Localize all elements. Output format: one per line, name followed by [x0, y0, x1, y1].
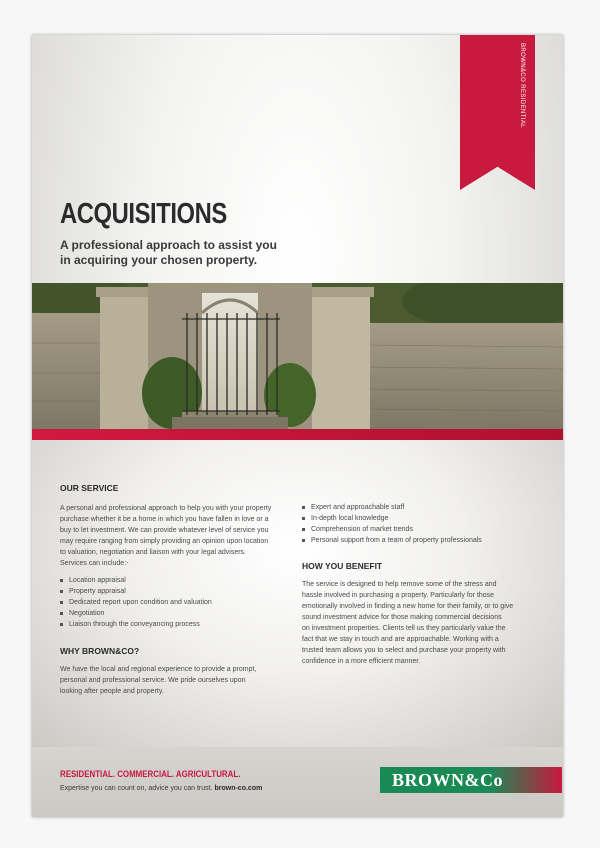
subtitle-line-2: in acquiring your chosen property. — [60, 253, 258, 267]
text-line: purchase whether it be a home in which you have fallen in love or a — [60, 516, 269, 523]
benefit-points-list — [302, 502, 542, 546]
text-line: looking after people and property. — [60, 688, 164, 695]
subtitle-line-1: A professional approach to assist you — [60, 238, 277, 252]
text-line: We have the local and regional experience to provide a prompt, — [60, 666, 257, 673]
our-service-paragraph — [60, 503, 310, 569]
list-item: Location appraisal — [60, 575, 310, 586]
list-item: Dedicated report upon condition and valuation — [60, 597, 310, 608]
text-line: fact that we stay in touch and are approachable. Working with a — [302, 636, 499, 643]
page-title: ACQUISITIONS — [60, 198, 227, 230]
text-line: A personal and professional approach to help you with your property — [60, 505, 272, 512]
service-list — [60, 575, 310, 630]
how-you-benefit-heading: HOW YOU BENEFIT — [302, 561, 383, 571]
text-line: emotionally involved in finding a new home for their family, or to give — [302, 603, 514, 610]
text-line: on investment properties. Clients tell us they particularly value the — [302, 625, 506, 632]
gate-photo — [32, 283, 563, 429]
ribbon-label: BROWN&CO RESIDENTIAL — [519, 43, 525, 129]
list-item: In-depth local knowledge — [302, 513, 542, 524]
list-item: Personal support from a team of property professionals — [302, 535, 542, 546]
why-heading: WHY BROWN&CO? — [60, 646, 140, 656]
brand-logo: BROWN&Co — [392, 770, 503, 790]
list-item: Negotiation — [60, 608, 310, 619]
list-item: Property appraisal — [60, 586, 310, 597]
footer-note — [60, 785, 262, 792]
text-line: trusted team allows you to select and purchase your property with — [302, 647, 506, 654]
text-line: buy to let investment. We can provide whatever level of service you — [60, 527, 269, 534]
text-line: may require ranging from simply providing an opinion upon location — [60, 538, 269, 545]
our-service-heading: OUR SERVICE — [60, 483, 119, 493]
page-subtitle — [60, 238, 300, 268]
list-item: Liaison through the conveyancing process — [60, 619, 310, 630]
why-paragraph — [60, 664, 310, 697]
footer-tagline: RESIDENTIAL. COMMERCIAL. AGRICULTURAL. — [60, 769, 241, 779]
footer-url[interactable]: brown-co.com — [214, 785, 263, 792]
list-item: Expert and approachable staff — [302, 502, 542, 513]
text-line: to valuation, negotiation and liaison with your legal advisers. — [60, 549, 247, 556]
text-line: hassle involved in purchasing a property. Particularly for those — [302, 592, 495, 599]
brochure-page — [32, 35, 563, 817]
text-line: sound investment advice for those making commercial decisions — [302, 614, 502, 621]
text-line: personal and professional service. We pride ourselves upon — [60, 677, 246, 684]
footer-note-text: Expertise you can count on, advice you can trust. — [60, 785, 213, 792]
text-line: Services can include:- — [60, 560, 129, 567]
list-item: Comprehension of market trends — [302, 524, 542, 535]
text-line: confidence in a more efficient manner. — [302, 658, 421, 665]
red-divider-bar — [32, 429, 563, 440]
benefit-paragraph — [302, 579, 547, 667]
text-line: The service is designed to help remove some of the stress and — [302, 581, 497, 588]
gate-photo-illustration — [32, 283, 563, 429]
